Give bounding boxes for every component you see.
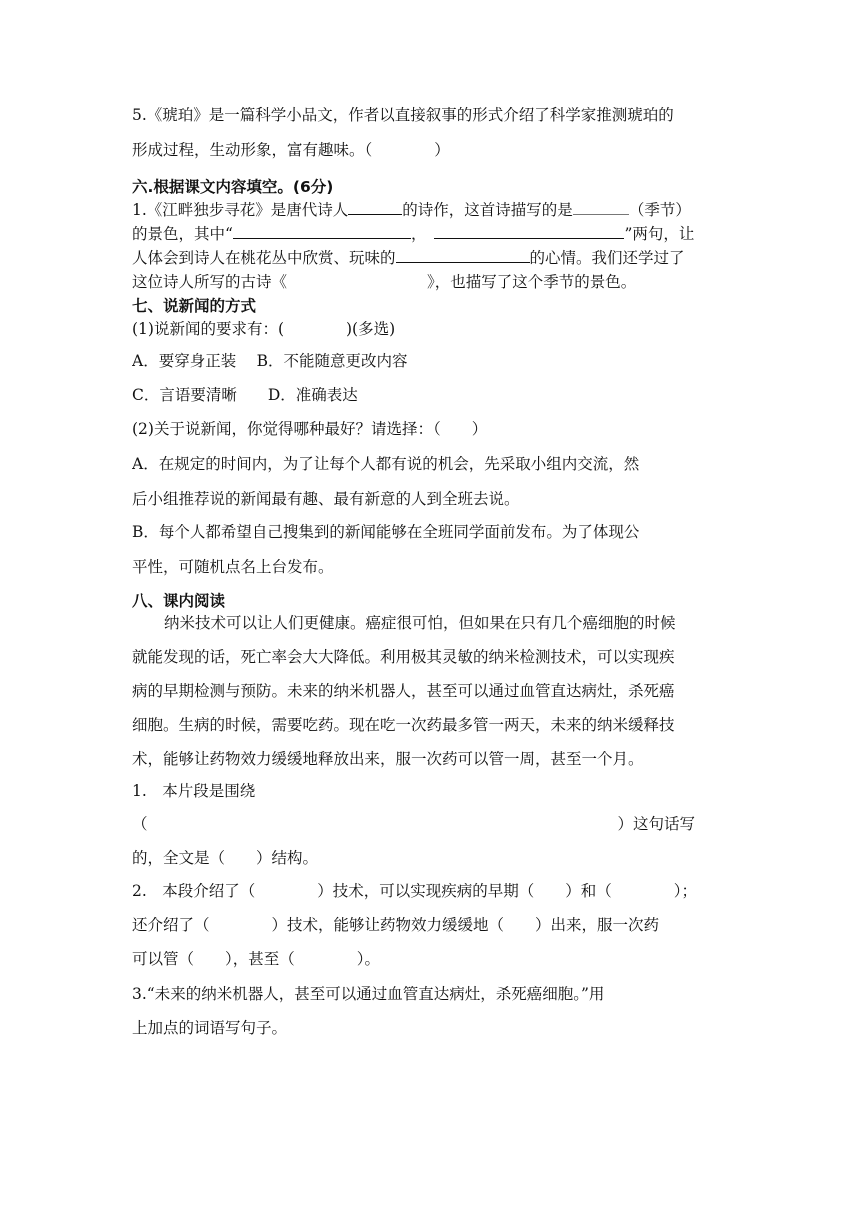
sec7-q1: (1)说新闻的要求有：( )(多选): [132, 320, 396, 338]
reading-q2-line-3: 可以管（ ），甚至（ ）。: [132, 950, 381, 968]
sec6-line-2: [132, 223, 732, 245]
passage-line-3: 病的早期检测与预防。未来的纳米机器人，甚至可以通过血管直达病灶，杀死癌: [132, 682, 675, 700]
section-7-heading: 七、说新闻的方式: [132, 297, 257, 315]
reading-q3-line-2: 上加点的词语写句子。: [132, 1019, 288, 1037]
passage-line-4: 细胞。生病的时候，需要吃药。现在吃一次药最多管一两天，未来的纳米缓释技: [132, 716, 675, 734]
sec6-text: 人体会到诗人在桃花丛中欣赏、玩味的: [132, 249, 396, 267]
sec6-text: ”两句，让: [624, 225, 695, 243]
sec7-q2: (2)关于说新闻，你觉得哪种最好？请选择：（ ）: [132, 420, 488, 438]
sec7-option-a-line-2: 后小组推荐说的新闻最有趣、最有新意的人到全班去说。: [132, 490, 520, 508]
sec6-line-1: [132, 199, 732, 221]
reading-q2-line-1: 2. 本段介绍了（ ）技术，可以实现疾病的早期（ ）和（ ）；: [132, 882, 698, 900]
section-6-heading: 六.根据课文内容填空。(6分): [132, 178, 334, 196]
passage-line-1: 纳米技术可以让人们更健康。癌症很可怕，但如果在只有几个癌细胞的时候: [164, 614, 676, 632]
sec6-text: （季节）: [628, 201, 691, 219]
reading-q2-line-2: 还介绍了（ ）技术，能够让药物效力缓缓地（ ）出来，服一次药: [132, 916, 660, 934]
sec6-text: 的诗作，这首诗描写的是: [402, 201, 573, 219]
sec6-text: 的心情。我们还学过了: [529, 249, 685, 267]
poet-blank[interactable]: [348, 199, 402, 215]
verse-blank-1[interactable]: [233, 223, 411, 239]
season-blank[interactable]: [573, 199, 629, 215]
mood-blank[interactable]: [396, 247, 530, 263]
sec6-text: 1.《江畔独步寻花》是唐代诗人: [132, 201, 349, 219]
bracket-open: （: [132, 815, 148, 833]
reading-q3-line-1: 3.“未来的纳米机器人，甚至可以通过血管直达病灶，杀死癌细胞。”用: [132, 985, 605, 1003]
q5-line-2: 形成过程，生动形象，富有趣味。（ ）: [132, 141, 450, 159]
sec7-options-cd: C．言语要清晰 D．准确表达: [132, 386, 358, 404]
sec7-option-a-line-1: A．在规定的时间内，为了让每个人都有说的机会，先采取小组内交流，然: [132, 455, 640, 473]
reading-q1-line-1: 1. 本片段是围绕: [132, 782, 256, 800]
reading-q1-line-3: 的，全文是（ ）结构。: [132, 849, 319, 867]
bracket-close-text: ）这句话写: [617, 815, 696, 833]
sec6-line-3: [132, 247, 732, 269]
sec7-options-ab: A．要穿身正装 B．不能随意更改内容: [132, 352, 408, 370]
sec6-text: ，: [410, 225, 427, 243]
sec6-text: 》，也描写了这个季节的景色。: [427, 273, 637, 291]
q5-line-1: 5.《琥珀》是一篇科学小品文，作者以直接叙事的形式介绍了科学家推测琥珀的: [132, 106, 674, 124]
passage-line-5: 术，能够让药物效力缓缓地释放出来，服一次药可以管一周，甚至一个月。: [132, 750, 644, 768]
sec7-option-b-line-2: 平性，可随机点名上台发布。: [132, 558, 334, 576]
sec7-option-b-line-1: B．每个人都希望自己搜集到的新闻能够在全班同学面前发布。为了体现公: [132, 523, 640, 541]
verse-blank-2[interactable]: [434, 223, 624, 239]
sec6-text: 的景色，其中“: [132, 225, 233, 243]
passage-line-2: 就能发现的话，死亡率会大大降低。利用极其灵敏的纳米检测技术，可以实现疾: [132, 648, 675, 666]
sec6-text: 这位诗人所写的古诗《: [132, 273, 288, 291]
reading-q1-line-2: [132, 813, 732, 835]
section-8-heading: 八、课内阅读: [132, 592, 226, 610]
sec6-line-4: [132, 271, 732, 293]
